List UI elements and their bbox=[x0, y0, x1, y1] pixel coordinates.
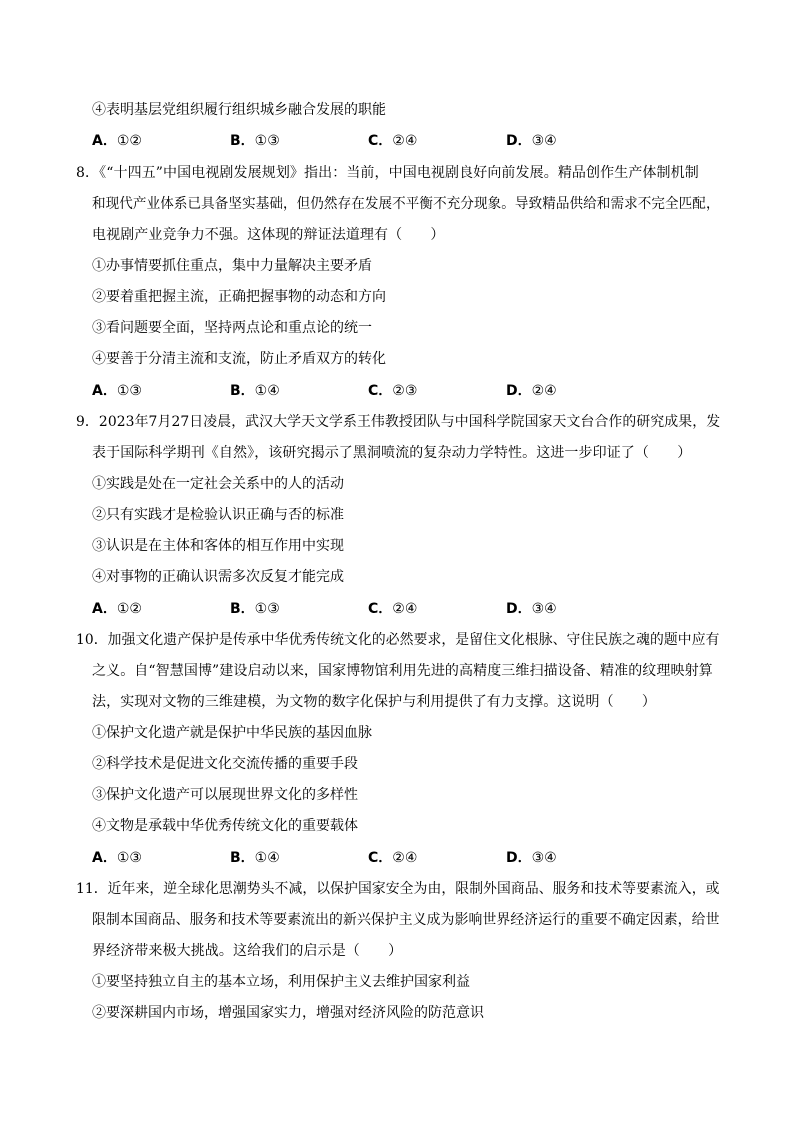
q11-stem-line-3: 界经济带来极大挑战。这给我们的启示是（ ） bbox=[92, 943, 403, 959]
q10-options bbox=[92, 848, 692, 868]
q10-option-b: B．①④ bbox=[230, 850, 280, 866]
q10-stem-line-3: 法，实现对文物的三维建模，为文物的数字化保护与利用提供了有力支撑。这说明（ ） bbox=[92, 694, 656, 710]
q7-option-b: B．①③ bbox=[230, 133, 280, 149]
q8-item-1: ①办事情要抓住重点，集中力量解决主要矛盾 bbox=[92, 258, 372, 274]
q7-option-d: D．③④ bbox=[506, 133, 557, 149]
q9-stem-line-2: 表于国际科学期刊《自然》，该研究揭示了黑洞喷流的复杂动力学特性。这进一步印证了（ ） bbox=[92, 445, 692, 461]
q10-item-2: ②科学技术是促进文化交流传播的重要手段 bbox=[92, 756, 358, 772]
q10-stem-line-1: 10．加强文化遗产保护是传承中华优秀传统文化的必然要求，是留住文化根脉、守住民族之魂的题中应有 bbox=[76, 632, 720, 648]
q8-item-4: ④要善于分清主流和支流，防止矛盾双方的转化 bbox=[92, 351, 386, 367]
q9-option-a: A．①② bbox=[92, 601, 142, 617]
q8-stem-line-1: 8．《“十四五”中国电视剧发展规划》指出：当前，中国电视剧良好向前发展。精品创作生产体制机制 bbox=[76, 165, 699, 181]
q9-options bbox=[92, 599, 692, 619]
q7-options bbox=[92, 131, 692, 151]
q7-option-a: A．①② bbox=[92, 133, 142, 149]
q10-item-1: ①保护文化遗产就是保护中华民族的基因血脉 bbox=[92, 725, 372, 741]
q8-item-3: ③看问题要全面，坚持两点论和重点论的统一 bbox=[92, 320, 372, 336]
q9-item-2: ②只有实践才是检验认识正确与否的标准 bbox=[92, 507, 344, 523]
q8-item-2: ②要着重把握主流，正确把握事物的动态和方向 bbox=[92, 289, 386, 305]
q9-item-1: ①实践是处在一定社会关系中的人的活动 bbox=[92, 476, 344, 492]
q9-option-d: D．③④ bbox=[506, 601, 557, 617]
q9-stem-line-1: 9．2023年7月27日凌晨，武汉大学天文学系王伟教授团队与中国科学院国家天文台合作的研究成果，发 bbox=[76, 414, 721, 430]
q10-option-c: C．②④ bbox=[368, 850, 418, 866]
q9-item-4: ④对事物的正确认识需多次反复才能完成 bbox=[92, 569, 344, 585]
q10-option-d: D．③④ bbox=[506, 850, 557, 866]
q10-stem-line-2: 之义。自“智慧国博”建设启动以来，国家博物馆利用先进的高精度三维扫描设备、精准的纹理映射算 bbox=[92, 663, 713, 679]
q8-option-c: C．②③ bbox=[368, 383, 418, 399]
q9-option-b: B．①③ bbox=[230, 601, 280, 617]
q10-option-a: A．①③ bbox=[92, 850, 142, 866]
q9-item-3: ③认识是在主体和客体的相互作用中实现 bbox=[92, 538, 344, 554]
q10-item-3: ③保护文化遗产可以展现世界文化的多样性 bbox=[92, 787, 358, 803]
q8-option-d: D．②④ bbox=[506, 383, 557, 399]
q11-stem-line-2: 限制本国商品、服务和技术等要素流出的新兴保护主义成为影响世界经济运行的重要不确定因素，给世 bbox=[92, 912, 720, 928]
q8-stem-line-2: 和现代产业体系已具备坚实基础，但仍然存在发展不平衡不充分现象。导致精品供给和需求不完全匹配， bbox=[92, 196, 720, 212]
q11-item-1: ①要坚持独立自主的基本立场，利用保护主义去维护国家利益 bbox=[92, 974, 470, 990]
q11-stem-line-1: 11．近年来，逆全球化思潮势头不减，以保护国家安全为由，限制外国商品、服务和技术等要素流入，或 bbox=[76, 881, 720, 897]
q11-item-2: ②要深耕国内市场，增强国家实力，增强对经济风险的防范意识 bbox=[92, 1005, 484, 1021]
q8-options bbox=[92, 381, 692, 401]
q8-stem-line-3: 电视剧产业竞争力不强。这体现的辩证法道理有（ ） bbox=[92, 227, 445, 243]
q9-option-c: C．②④ bbox=[368, 601, 418, 617]
q8-option-b: B．①④ bbox=[230, 383, 280, 399]
q7-option-c: C．②④ bbox=[368, 133, 418, 149]
q8-option-a: A．①③ bbox=[92, 383, 142, 399]
q7-item-4: ④表明基层党组织履行组织城乡融合发展的职能 bbox=[92, 102, 386, 118]
q10-item-4: ④文物是承载中华优秀传统文化的重要载体 bbox=[92, 818, 358, 834]
